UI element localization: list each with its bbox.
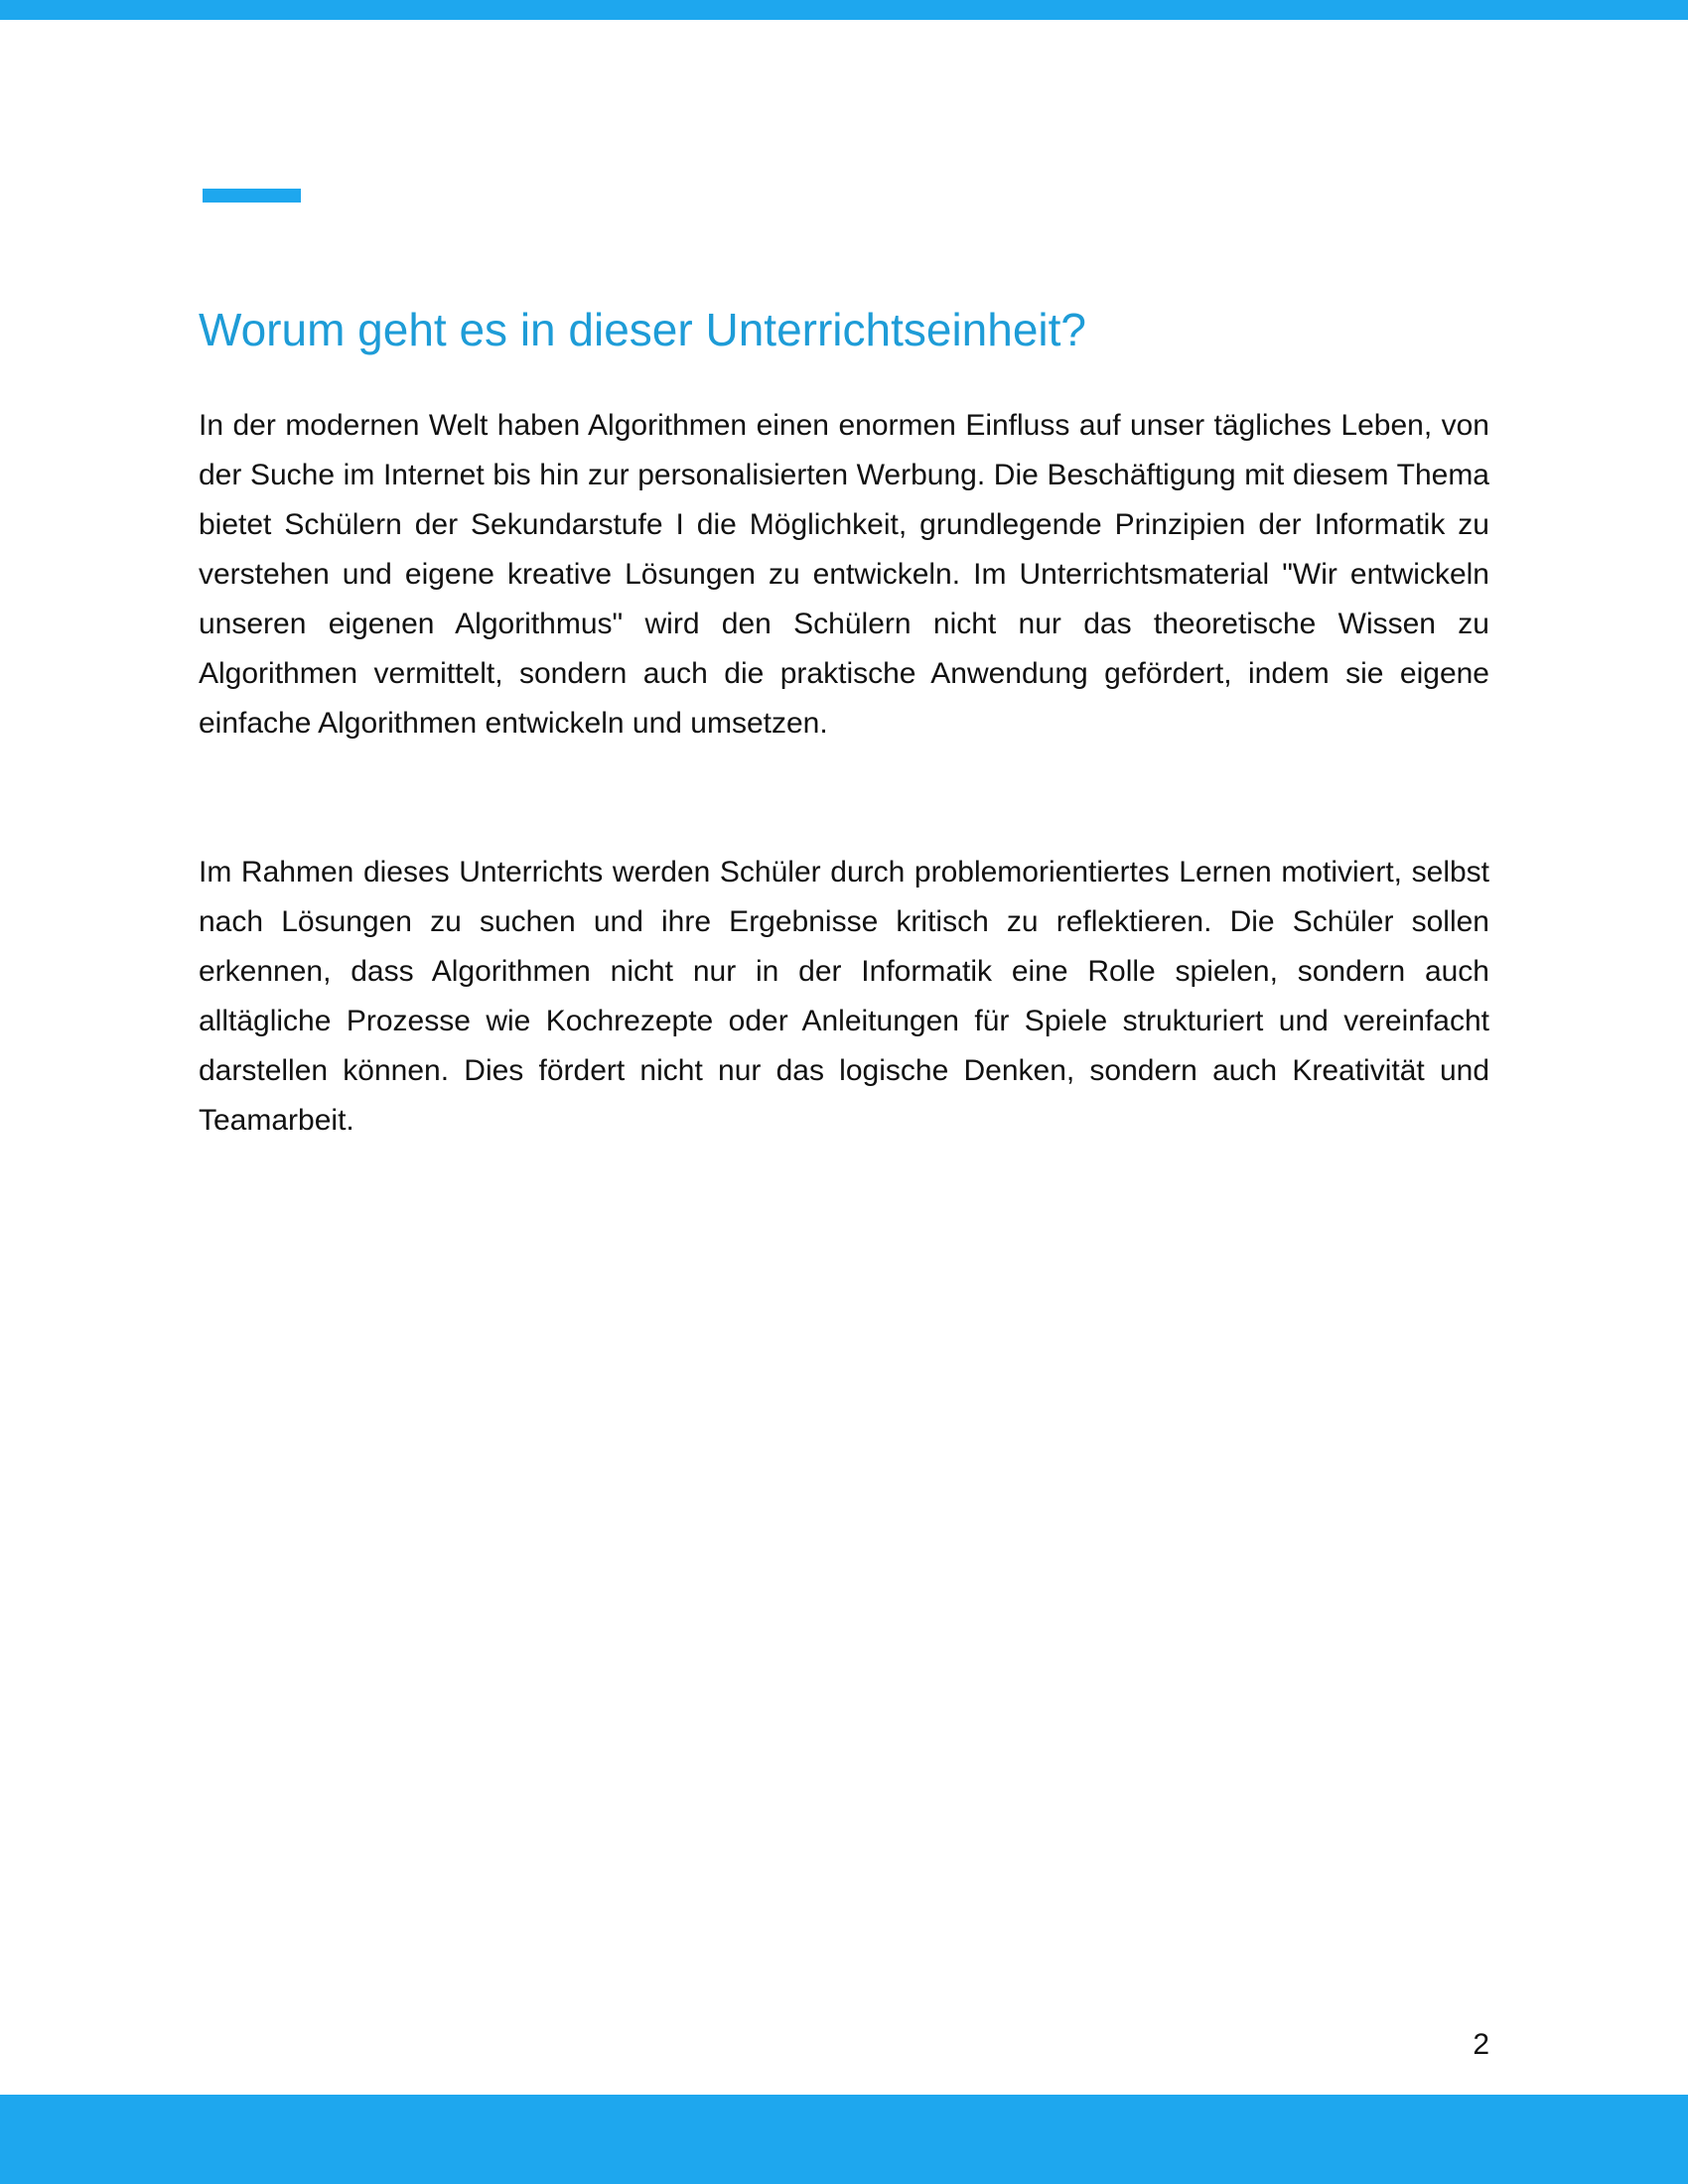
page-number: 2: [1473, 2028, 1489, 2061]
body-paragraph: Im Rahmen dieses Unterrichts werden Schüler durch problemorientiertes Lernen motiviert, selbst nach Lösungen zu suchen und ihre Ergebnisse kritisch zu reflektieren. Die Schüler sollen erkennen, dass Algorithmen nicht nur in der Informatik eine Rolle spielen, sondern auch alltägliche Prozesse wie Kochrezepte oder Anleitungen für Spiele strukturiert und vereinfacht darstellen können. Dies fördert nicht nur das logische Denken, sondern auch Kreativität und Teamarbeit.: [199, 856, 1489, 1137]
bottom-accent-bar: [0, 2095, 1688, 2184]
heading-accent-dash: [203, 189, 301, 203]
section-heading: Worum geht es in dieser Unterrichtseinheit?: [199, 304, 1087, 355]
page-content: [199, 298, 1489, 1146]
intro-paragraph: In der modernen Welt haben Algorithmen einen enormen Einfluss auf unser tägliches Leben, von der Suche im Internet bis hin zur personalisierten Werbung. Die Beschäftigung mit diesem Thema bietet Schülern der Sekundarstufe I die Möglichkeit, grundlegende Prinzipien der Informatik zu verstehen und eigene kreative Lösungen zu entwickeln. Im Unterrichtsmaterial "Wir entwickeln unseren eigenen Algorithmus" wird den Schülern nicht nur das theoretische Wissen zu Algorithmen vermittelt, sondern auch die praktische Anwendung gefördert, indem sie eigene einfache Algorithmen entwickeln und umsetzen.: [199, 409, 1489, 740]
top-accent-bar: [0, 0, 1688, 20]
